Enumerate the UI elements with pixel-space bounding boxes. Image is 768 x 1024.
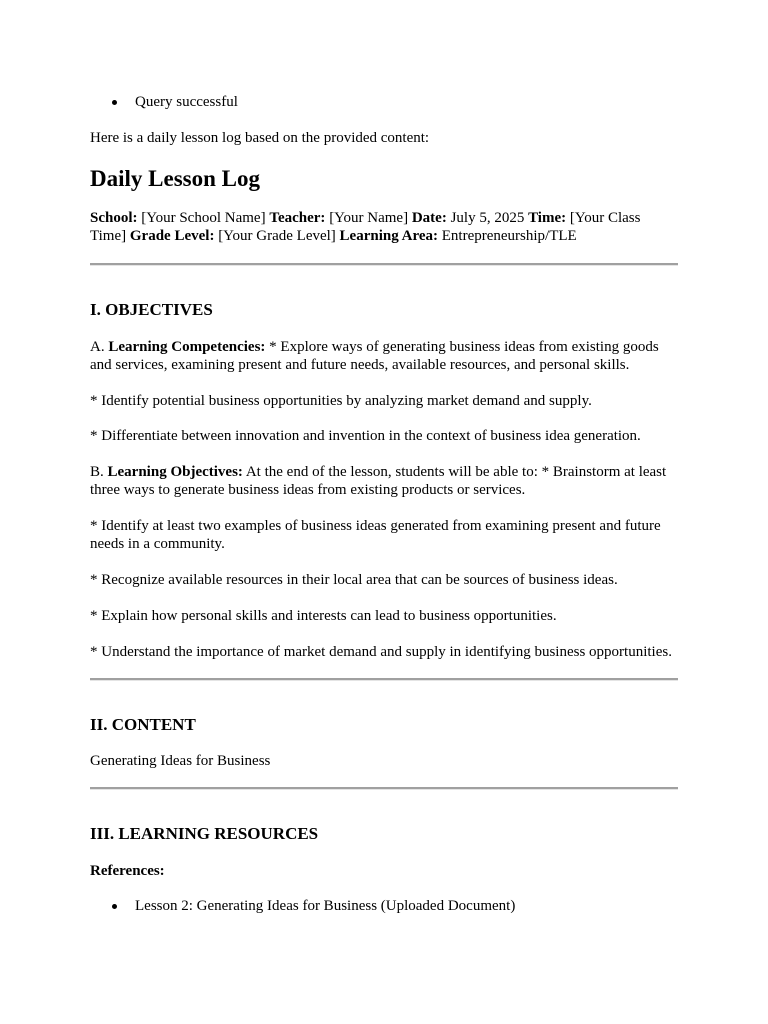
- references-label: [90, 862, 678, 880]
- objective-item: * Recognize available resources in their local area that can be sources of business ideas.: [90, 572, 618, 588]
- references-label-text: References:: [90, 863, 165, 879]
- status-list: [90, 93, 238, 111]
- learning-objectives: [90, 463, 678, 499]
- header-info: [90, 209, 678, 245]
- intro-text: Here is a daily lesson log based on the provided content:: [90, 130, 430, 146]
- time-value: [Your Class Time]: [90, 210, 641, 244]
- competencies-label: Learning Competencies:: [108, 339, 266, 355]
- learning-competencies: [90, 338, 678, 374]
- learning-area-label: Learning Area:: [339, 228, 439, 244]
- learning-resources-heading: III. LEARNING RESOURCES: [90, 824, 319, 843]
- references-list: [90, 897, 515, 915]
- school-value: [Your School Name]: [137, 210, 270, 226]
- learning-area-value: Entrepreneurship/TLE: [438, 228, 577, 244]
- objectives-label: Learning Objectives:: [107, 464, 243, 480]
- teacher-label: Teacher:: [269, 210, 326, 226]
- divider: [90, 787, 678, 790]
- date-label: Date:: [411, 210, 447, 226]
- competency-item: * Differentiate between innovation and invention in the context of business idea generation.: [90, 428, 641, 444]
- competencies-text: * Explore ways of generating business ideas from existing goods and services, examining present and future needs, available resources, and personal skills.: [90, 339, 659, 373]
- time-label: Time:: [528, 210, 567, 226]
- objective-item: * Explain how personal skills and interests can lead to business opportunities.: [90, 608, 557, 624]
- grade-level-label: Grade Level:: [129, 228, 215, 244]
- competencies-prefix: A.: [90, 339, 109, 355]
- teacher-value: [Your Name]: [325, 210, 412, 226]
- objective-item: * Understand the importance of market demand and supply in identifying business opportunities.: [90, 644, 672, 660]
- grade-level-value: [Your Grade Level]: [214, 228, 340, 244]
- date-value: July 5, 2025: [446, 210, 529, 226]
- objective-item: * Identify at least two examples of business ideas generated from examining present and future needs in a community.: [90, 518, 661, 552]
- objectives-text: At the end of the lesson, students will be able to: * Brainstorm at least three ways to generate business ideas from existing products or services.: [90, 464, 667, 498]
- objectives-prefix: B.: [90, 464, 108, 480]
- reference-item: Lesson 2: Generating Ideas for Business (Uploaded Document): [90, 897, 515, 915]
- objectives-heading: I. OBJECTIVES: [90, 300, 213, 319]
- divider: [90, 263, 678, 266]
- status-item: Query successful: [90, 93, 238, 111]
- divider: [90, 678, 678, 681]
- page-title: Daily Lesson Log: [90, 166, 260, 191]
- school-label: School:: [90, 210, 138, 226]
- content-text: Generating Ideas for Business: [90, 753, 271, 769]
- content-heading: II. CONTENT: [90, 715, 196, 734]
- competency-item: * Identify potential business opportunities by analyzing market demand and supply.: [90, 393, 592, 409]
